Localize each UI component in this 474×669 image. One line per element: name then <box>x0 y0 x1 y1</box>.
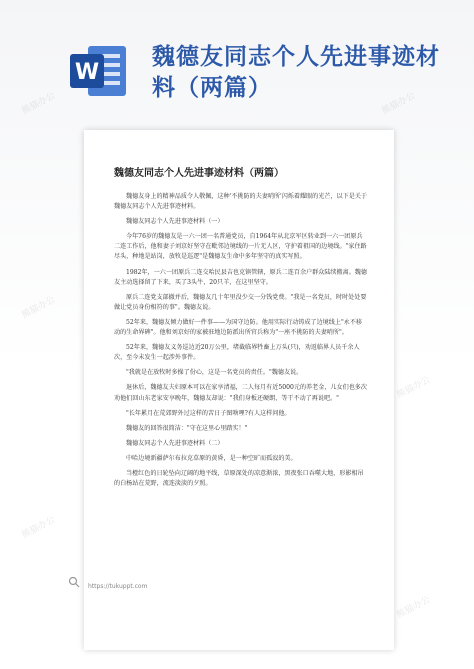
page-title: 魏德友同志个人先进事迹材料（两篇） <box>152 44 440 101</box>
paragraph: "长年累月在荒郊野外过这样的苦日子图啥哩?有人这样问他。 <box>126 409 291 417</box>
section-heading: 魏德友同志个人先进事迹材料（二） <box>126 439 224 447</box>
watermark: 熊猫办公 <box>395 594 432 621</box>
footer-url: https://tukuppt.com <box>88 583 148 590</box>
paragraph: 1982年，一六一团原兵二连交哈民县吉也克镇管辖，原兵二连百余户群众陆续搬离。魏德友主动选择留了下来，买了3头牛，20只羊，在这里坚守。 <box>114 268 367 286</box>
paragraph: 52年来，魏德友倾力做好一件事——为国守边防。他用实际行动铸成了边境线上"永不移动的生命界碑"。他和刘京好的家被驻地边防派出所官兵称为"一座不挑防的夫妻哨所"。 <box>114 318 363 337</box>
watermark: 熊猫办公 <box>380 90 417 117</box>
watermark: 熊猫办公 <box>20 514 57 541</box>
section-heading: 魏德友同志个人先进事迹材料（一） <box>126 218 224 226</box>
watermark: 熊猫办公 <box>395 374 432 401</box>
paragraph: 魏德友身上的精神品质令人敬佩，这种'不挑防的夫妻哨所'闪烁着耀眼的光芒，以下是关于魏德友同志个人先进事迹材料。 <box>114 193 368 211</box>
watermark: 熊猫办公 <box>20 294 57 321</box>
paragraph: 退休后，魏德友夫妇原本可以在家享清福，二人每月有近5000元的养老金，儿女们也多次劝他们回山东老家安享晚年，魏德友却说："我们身板还硬朗，等干不动了再说吧。" <box>114 384 367 402</box>
document-preview <box>84 130 394 650</box>
preview-zoom-icon <box>68 576 80 588</box>
paragraph: 当橙红色的日轮坠向辽阔的地平线，草原深处的凉意渐浓，黑夜张口吞噬大地，形影相吊的白杨站在荒野，流连淡淡的夕照。 <box>114 469 364 488</box>
paragraph: "我就是在放牧时多操了份心，这是一名党员的责任。"魏德友说。 <box>126 369 303 377</box>
paragraph: 魏德友的回答很简洁："守在这里心里踏实！" <box>126 424 248 432</box>
paragraph: 52年来，魏德友义务巡边近20万公里，堵截临界牲畜上万头(只)，劝返临界人员千余人次，至今未发生一起涉外事件。 <box>114 344 360 362</box>
word-document-icon <box>68 40 130 102</box>
document-title: 魏德友同志个人先进事迹材料（两篇） <box>114 168 284 179</box>
paragraph: 中哈边境新疆萨尔布拉克草原的黄昏，是一种空旷而孤寂的美。 <box>126 454 297 462</box>
document-body <box>114 192 368 494</box>
paragraph: 原兵二连党支部撤并后，魏德友几十年里没少交一分钱党费。"我是一名党员，时时处处要做让党员身份相符的事"。魏德友说。 <box>114 293 367 311</box>
word-logo-letter: W <box>74 60 100 85</box>
watermark: 熊猫办公 <box>20 90 57 117</box>
paragraph: 今年76岁的魏德友是一六一团一名普通党员，自1964年从北京军区转业到一六一团原兵二连工作后，他和妻子刘京好坚守在毗邻边境线的一片无人区，守护着祖国的边境线。"家住路尽头，种地是站岗，放牧是巡逻"是魏德友生命中多年坚守的真实写照。 <box>114 233 367 261</box>
